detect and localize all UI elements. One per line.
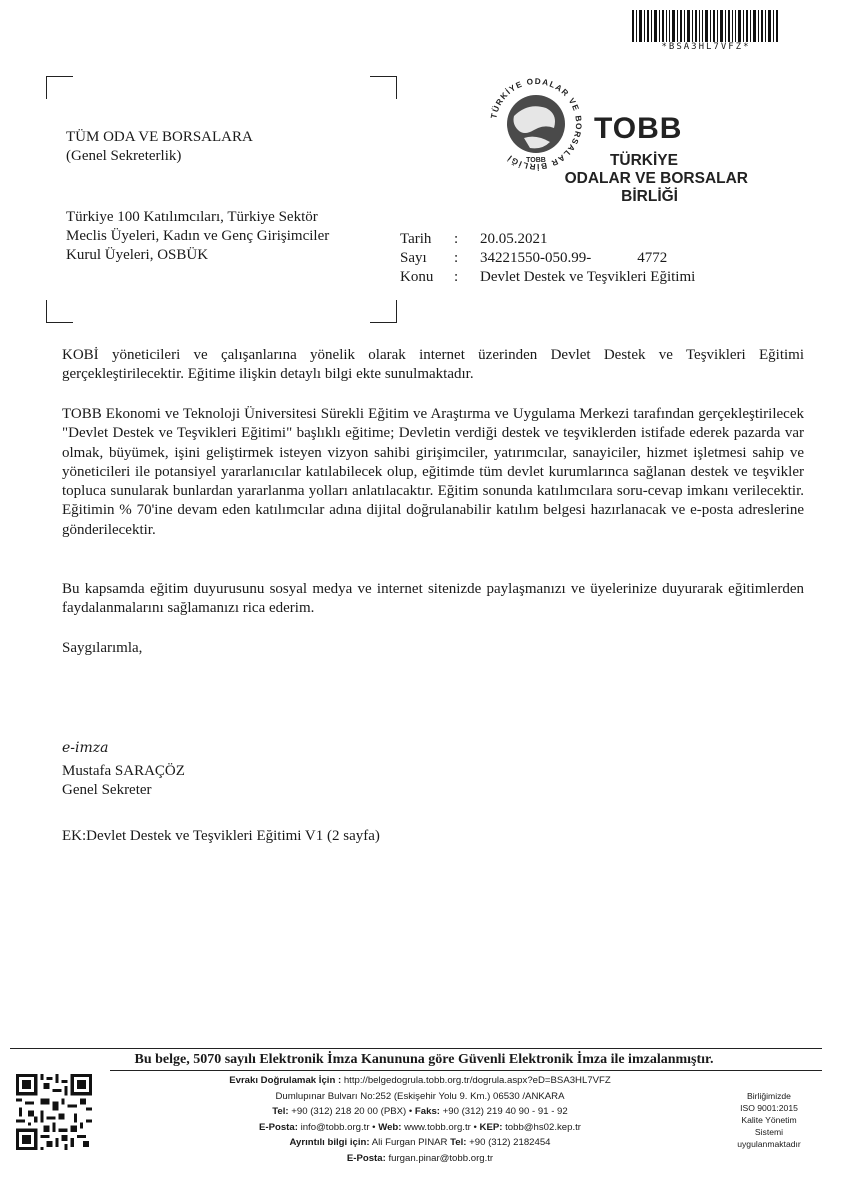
detail-contact-line: Ayrıntılı bilgi için: Ali Furgan PINAR Tel: +90 (312) 2182454 [289,1137,551,1149]
svg-text:TOBB: TOBB [526,157,546,164]
closing-salutation: Saygılarımla, [62,640,143,656]
tobb-wordmark: TOBB [594,112,683,145]
date-value: 20.05.2021 [480,231,548,247]
address-window-corner [46,76,73,99]
barcode-caption: *BSA3HL7VFZ* [661,42,751,52]
e-signature-mark: e-imza [62,740,109,756]
date-label: Tarih [400,231,432,247]
logo-subtitle-line: ODALAR VE BORSALAR [564,170,748,187]
distribution-line: Türkiye 100 Katılımcıları, Türkiye Sektör [66,209,318,225]
footer-divider [10,1048,822,1049]
subject-label: Konu [400,269,434,285]
iso-quality-note: Birliğimizde ISO 9001:2015 Kalite Yönetim Sistemi uygulanmaktadır [737,1091,801,1149]
body-paragraph: KOBİ yöneticileri ve çalışanlarına yönelik olarak internet üzerinden Devlet Destek ve Teşvikleri Eğitimi gerçekleştirilecektir. Eğitime ilişkin detaylı bilgi ekte sunulmaktadır. [62,347,804,383]
e-signature-notice: Bu belge, 5070 sayılı Elektronik İmza Kanununa göre Güvenli Elektronik İmza ile imzalanmıştır. [134,1052,714,1067]
number-value [480,249,695,268]
colon: : [454,231,459,247]
distribution-line: Meclis Üyeleri, Kadın ve Genç Girişimciler [66,228,330,244]
detail-email-line: E-Posta: furgan.pinar@tobb.org.tr [346,1152,494,1164]
address-window-corner [46,300,73,323]
logo-subtitle-line: TÜRKİYE [609,152,678,169]
footer-contact-info [130,1073,710,1167]
number-prefix: 34221550-050.99- [480,250,592,266]
body-paragraph: Bu kapsamda eğitim duyurusunu sosyal medya ve internet sitenizde paylaşmanızı ve üyelerinize duyurarak eğitimlerden faydalanmalarını sağlamanızı rica ederim. [62,581,804,617]
svg-text:TÜRKİYE ODALAR VE BORSALAR BİR: TÜRKİYE ODALAR VE BORSALAR BİRLİĞİ [489,76,584,172]
web-link[interactable]: www.tobb.org.tr [404,1121,471,1133]
verify-line: Evrakı Doğrulamak İçin : http://belgedogrula.tobb.org.tr/dogrula.aspx?eD=BSA3HL7VFZ [229,1075,611,1086]
document-barcode [632,10,780,42]
contact-email-link[interactable]: furgan.pinar@tobb.org.tr [388,1152,494,1164]
colon: : [454,269,459,285]
qr-code [16,1074,92,1150]
colon: : [454,250,459,266]
recipient-block [66,128,253,166]
signatory-name: Mustafa SARAÇÖZ [62,763,185,779]
signatory-title: Genel Sekreter [62,782,152,798]
email-link[interactable]: info@tobb.org.tr [300,1121,370,1133]
address-window-corner [370,76,397,99]
recipient-department: (Genel Sekreterlik) [66,148,182,164]
footer-divider [110,1070,822,1071]
recipient-distribution [66,208,329,265]
phone-line: Tel: +90 (312) 218 20 00 (PBX) • Faks: +90 (312) 219 40 90 - 91 - 92 [272,1106,568,1118]
attachment-note: EK:Devlet Destek ve Teşvikleri Eğitimi V1 (2 sayfa) [62,828,380,844]
distribution-line: Kurul Üyeleri, OSBÜK [66,247,209,263]
verify-url[interactable]: http://belgedogrula.tobb.org.tr/dogrula.aspx?eD=BSA3HL7VFZ [343,1075,611,1086]
address-line: Dumlupınar Bulvarı No:252 (Eskişehir Yolu 9. Km.) 06530 /ANKARA [275,1090,565,1102]
number-label: Sayı [400,250,427,266]
contact-channels-line: E-Posta: info@tobb.org.tr • Web: www.tobb.org.tr • KEP: tobb@hs02.kep.tr [258,1121,581,1133]
subject-value: Devlet Destek ve Teşvikleri Eğitimi [480,269,696,285]
logo-subtitle [530,152,748,206]
kep-link[interactable]: tobb@hs02.kep.tr [505,1121,581,1133]
address-window-corner [370,300,397,323]
recipient-name: TÜM ODA VE BORSALARA [66,129,253,145]
number-suffix: 4772 [637,250,668,266]
logo-subtitle-line: BİRLİĞİ [621,188,678,205]
body-paragraph: TOBB Ekonomi ve Teknoloji Üniversitesi Sürekli Eğitim ve Araştırma ve Uygulama Merkezi tarafından gerçekleştirilecek "Devlet Destek ve Teşvikleri Eğitimi" başlıklı eğitime; Devletin verdiği destek ve teşviklerden istifade ederek pazarda var olmak, büyümek, işini geliştirmek isteyen vizyon sahibi girişimciler, yatırımcılar, sanayiciler, hizmet işletmesi sahip ve yöneticileri ile potansiyel yararlanıcılar katılabilecek olup, eğitimde tüm devlet kurumlarınca sağlanan destek ve teşvikler topluca sunularak bunlardan yararlanma yolları anlatılacaktır. Eğitim sonunda katılımcılara soru-cevap imkanı verilecektir. Eğitimin % 70'ine devam eden katılımcılar adına dijital doğrulanabilir katılım belgesi hazırlanacak ve e-posta adreslerine gönderilecektir. [62,406,804,538]
signature-block [62,762,185,800]
document-meta [400,230,695,287]
